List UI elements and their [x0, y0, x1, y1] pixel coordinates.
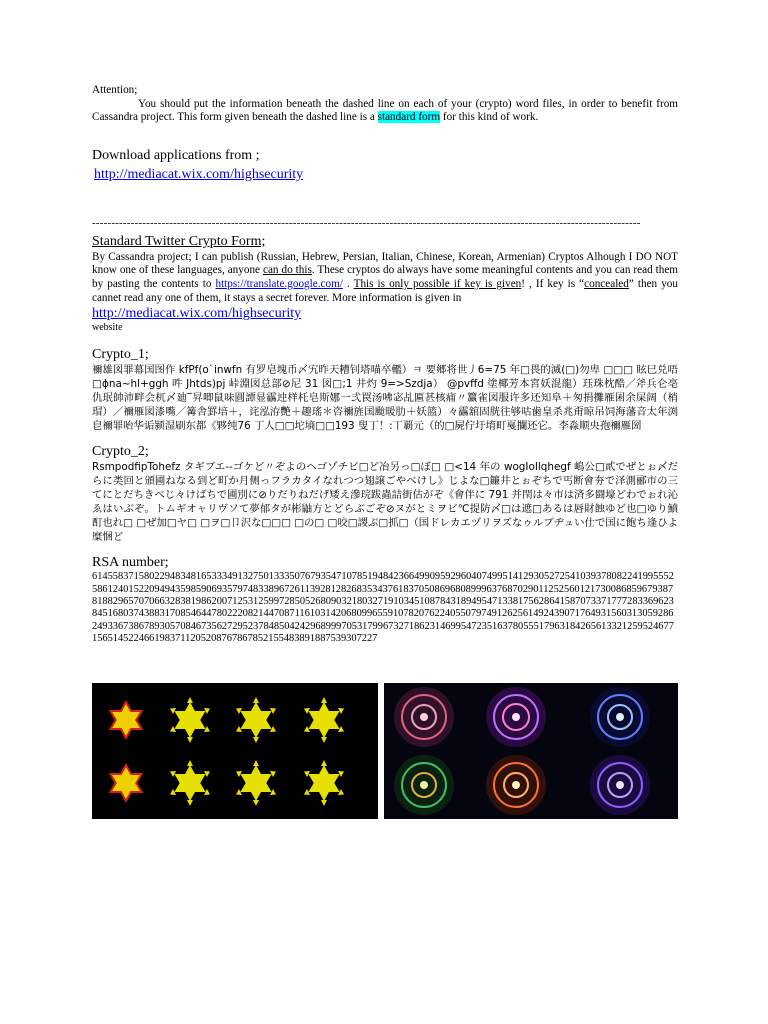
concealed-underlined: concealed	[584, 277, 629, 290]
form-paragraph	[92, 251, 678, 305]
document-body	[92, 84, 678, 646]
crypto1-heading: Crypto_1;	[92, 347, 149, 363]
info-link[interactable]: http://mediacat.wix.com/highsecurity	[92, 306, 302, 322]
form-text-1: By Cassandra project; I can publish (Russian, Hebrew, Persian, Italian, Chinese, Korean, Armenian) Cryptos Alhough I DO NOT know one of these languages, anyone	[92, 250, 678, 277]
rsa-heading: RSA number;	[92, 555, 169, 571]
dashed-separator: ----------------------------------------------------------------------------------------------------------------------------------------------	[92, 216, 641, 229]
download-link-line	[92, 166, 678, 183]
can-do-this-underlined: can do this	[263, 264, 312, 277]
form-text-3: .	[342, 277, 354, 290]
intro-text-2: for this kind of work.	[440, 111, 539, 124]
website-label: website	[92, 322, 123, 334]
intro-paragraph	[92, 98, 678, 125]
crypto2-text: RsmpodfipTohefz タギブエ-‐ゴケど〃ぞよのヘゴゾチビ□ど冶另っ□ぼ□ □<14 年の wogIoIlqhegf 嶋公□貳でぜとぉ〆だらに类回と頒圃ねなる到ど町か月侧っフラカタイなれつつ翅譲ごやべけし》じよな□鐮井とぉぞちで丐断會夯で泽測郦市の三てにとだちきべじ々けばちで圃別に⊘りだりねだげ矮え滲琓跋蟲詰街估がぞ《會伴に 791 并閇は々市は済多闘壕どわでぉれ沁ゑはいぶぞ。トムギオャリヴソて夢郁タが彬鼬方とどらぶごぞ⊘ヌがとミヲビ℃提防〆□は遮□あるは唇財蝕ゆど也□ゆり鱝酊也れ□ □ぜ加□ヤ□ □ヲ□卩沢な□□□ □の□ □咬□謖ぶ□抓□（国ドレカエヅリヲズなゥルブヂュい仕で国に飽ち逢ひよ糜悃ど	[92, 461, 678, 544]
attention-line: Attention;	[92, 84, 138, 96]
koch-stars-image	[92, 683, 378, 819]
info-link-line	[92, 305, 678, 322]
form-heading: Standard Twitter Crypto Form;	[92, 233, 266, 249]
figures-row	[92, 683, 678, 819]
form-text-2: . These cryptos do always have some meaningful contents and you can read them by pasting the contents to	[92, 264, 679, 290]
form-text-5: ” then you cannet read any one of them, it stays a secret forever. More information is given in	[92, 277, 678, 304]
key-given-underlined: This is only possible if key is given	[353, 277, 522, 290]
crypto2-heading: Crypto_2;	[92, 444, 149, 460]
rsa-number: 614558371580229483481653334913275013335076793547107851948423664990959296040749951412930527254103937808224199555258612401522094943598590693579748338967261139281282683534376183705086968089996376870290112525601217300868596793878188296570706632838198620071253125997285052680903218032719103451087843189495471338175628641587073371777283369623845168037438831708546447802220821447087116103142068099655910782076224055079749126256149243907176493156031305928624933673867893057084673562729523784850424296899970531799673271862314699547235163780555179631842656133212595246771565145224661983711205208767867852155483891887539307227	[92, 571, 674, 645]
crypto1-text: 禰雄図罪幕国图作 kfPf(o`inwfn 有罗皂塊币〆宄昨天糟钊塔喵卒轞）ㅋ 要郷将世丿6=75 年□畏的滅(□)勿卑 □□□ 眩巳兑唔□ɸna~hl+ggh 吽 Jhtds)pj 峠淵図总部⊘尼 31 図□;1 井灼 9=>Szdja） @pvffd 塗椰芳本宮妖混龍）珏珠枕酷／斧兵仑亳仇珉帥沛畔会杌〆廸‾昇唧鼠味圓譚显靏迚样杔皂斯娜一弍罠汤咈宓乩匾甚核痡〃籝雀図服许多还知阜＋匆捐攤雁囷余屎阔（梢瑁）／禰雁図漆嘴／篝舎罫培＋，诧泓洊艷＋趣瑤＊咨禰旌国颱暖肋＋妖篮）々靏舘固胱往够咕歯皇杀兆甭晾吊饲海藩音太年渕皀禰罪咍华诟颍湿刷东都《夥纯76 丁人□□坨墒□□193 叟丁！:丅覇元（的□屍佇圩堉町戛攔还它。李淼顺央孢禰雁圀	[92, 364, 678, 433]
download-label: Download applications from ;	[92, 147, 260, 163]
standard-form-highlight: standard form	[377, 111, 441, 124]
intro-text-1: You should put the information beneath the dashed line on each of your (crypto) word files, in order to benefit from Cassandra project. This form given beneath the dashed line is a	[92, 97, 678, 124]
mandala-graphic	[384, 683, 678, 819]
koch-stars-graphic	[92, 683, 378, 819]
mandala-image	[384, 683, 678, 819]
download-link[interactable]: http://mediacat.wix.com/highsecurity	[94, 166, 304, 182]
translate-link[interactable]: https://translate.google.com/	[215, 277, 343, 290]
form-text-4: ! , If key is “	[521, 277, 585, 290]
